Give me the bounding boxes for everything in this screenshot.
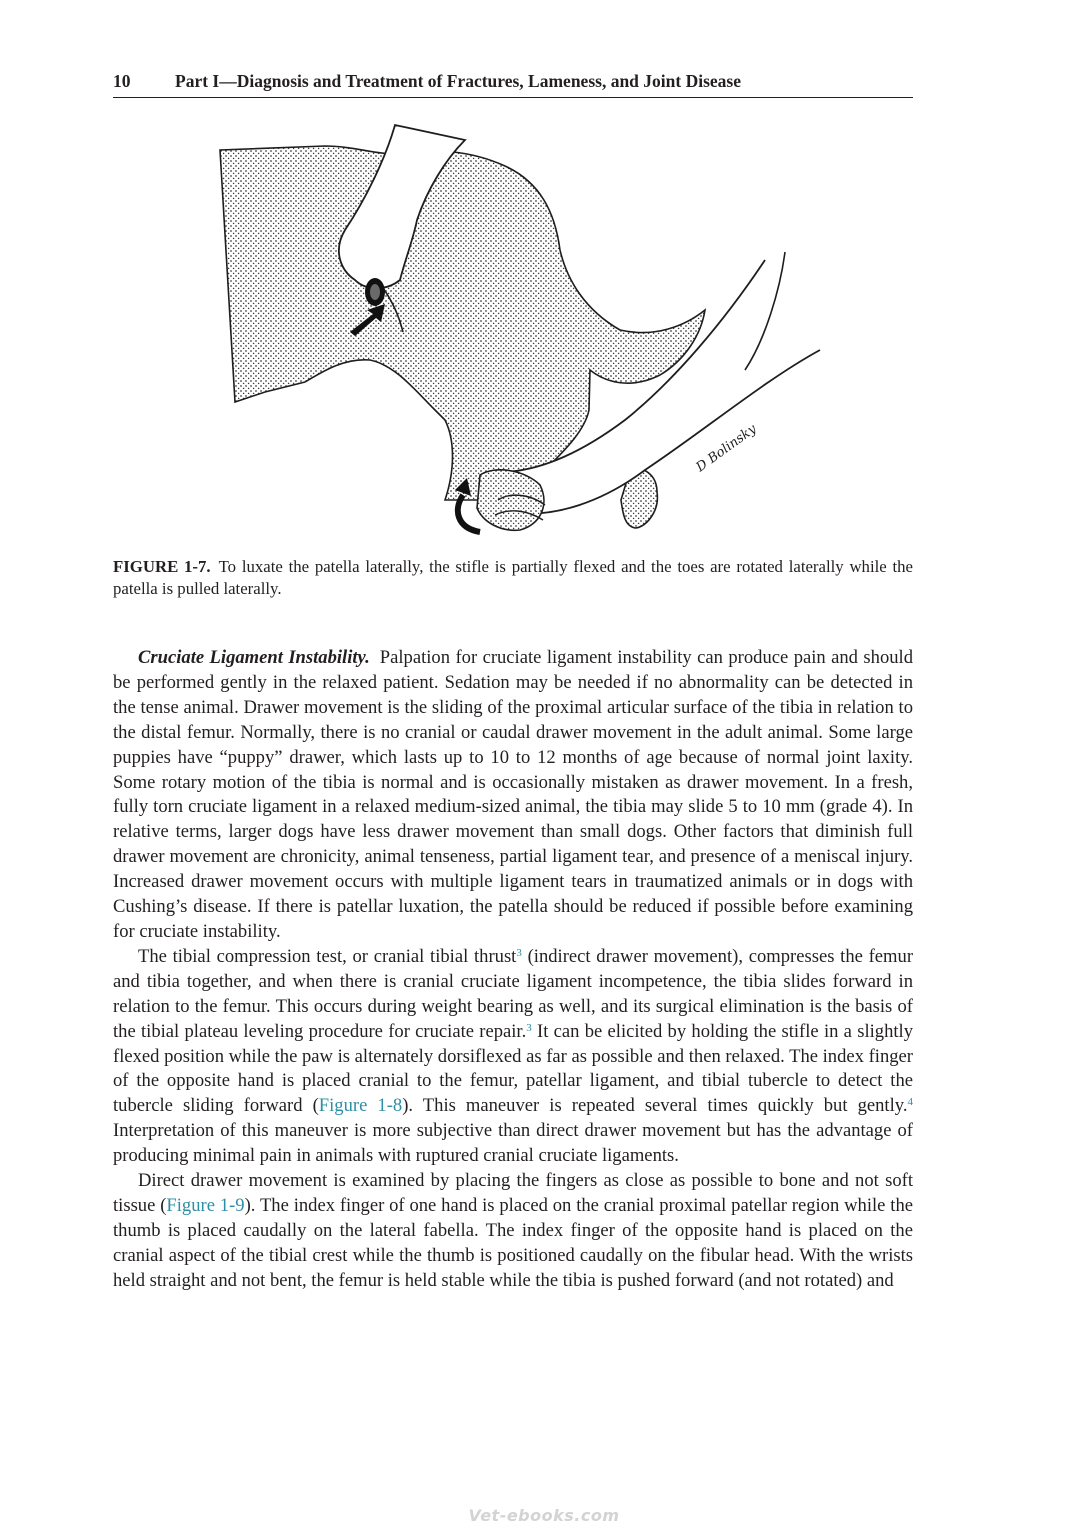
paragraph-text: It can be elicited by holding the stifle in a slightly flexed position while the paw is alternately dorsiflexed as far as possible and then relaxed. The index finger of the opposite hand is placed cranial to the femur, patellar ligament, and tibial tubercle to detect the tubercle sliding forward ( bbox=[113, 1020, 913, 1117]
caption-text: To luxate the patella laterally, the stifle is partially flexed and the toes are rotated laterally while the patella is pulled laterally. bbox=[113, 557, 913, 598]
citation-ref[interactable]: 3 bbox=[526, 1021, 532, 1034]
paragraph-text: ). The index finger of one hand is placed on the cranial proximal patellar region while the thumb is placed caudally on the lateral fabella. The index finger of the opposite hand is placed on the cranial aspect of the tibial crest while the thumb is positioned caudally on the fibular head. With the wrists held straight and not bent, the femur is held stable while the tibia is pushed forward (and not rotated) and bbox=[113, 1194, 913, 1291]
paragraph-text: The tibial compression test, or cranial tibial thrust bbox=[138, 945, 517, 967]
section-run-in-heading: Cruciate Ligament Instability. bbox=[138, 647, 370, 668]
watermark: Vet-ebooks.com bbox=[468, 1506, 620, 1525]
paragraph-tibial-compression bbox=[113, 945, 913, 1169]
figure-illustration bbox=[205, 120, 835, 550]
paragraph-cruciate-instability bbox=[113, 646, 913, 945]
dog-stifle-drawing bbox=[205, 120, 835, 550]
paragraph-text: ). This maneuver is repeated several times quickly but gently. bbox=[402, 1095, 908, 1117]
page-number: 10 bbox=[113, 71, 131, 91]
figure-caption bbox=[113, 556, 913, 600]
running-title: Part I—Diagnosis and Treatment of Fractures, Lameness, and Joint Disease bbox=[175, 71, 741, 91]
paragraph-direct-drawer bbox=[113, 1169, 913, 1294]
figure-link-1-8[interactable]: Figure 1-8 bbox=[318, 1095, 403, 1117]
figure-link-1-9[interactable]: Figure 1-9 bbox=[166, 1194, 245, 1216]
paragraph-text: (indirect drawer movement), compresses the femur and tibia together, and when there is cranial cruciate ligament incompetence, the tibia slides forward in relation to the femur. This occurs during weight bearing as well, and its surgical elimination is the basis of the tibial plateau leveling procedure for cruciate repair. bbox=[113, 945, 914, 1042]
paragraph-text: Direct drawer movement is examined by placing the fingers as close as possible to bone and not soft tissue ( bbox=[113, 1170, 913, 1216]
paragraph-text: Interpretation of this maneuver is more subjective than direct drawer movement but has the advantage of producing minimal pain in animals with ruptured cranial cruciate ligaments. bbox=[113, 1120, 913, 1167]
running-head bbox=[113, 68, 913, 98]
figure-label: FIGURE 1-7. bbox=[113, 557, 211, 576]
body-text bbox=[113, 646, 913, 1294]
paragraph-text: Palpation for cruciate ligament instability can produce pain and should be performed gently in the relaxed patient. Sedation may be needed if no abnormality can be detected in the tense animal. Drawer movement is the sliding of the proximal articular surface of the tibia in relation to the distal femur. Normally, there is no cranial or caudal drawer movement in the adult animal. Some large puppies have “puppy” drawer, which lasts up to 10 to 12 months of age because of normal joint laxity. Some rotary motion of the tibia is normal and is occasionally mistaken as drawer movement. In a fresh, fully torn cruciate ligament in a relaxed medium-sized animal, the tibia may slide 5 to 10 mm (grade 4). In relative terms, larger dogs have less drawer movement than small dogs. Other factors that diminish full drawer movement are chronicity, animal tenseness, partial ligament tear, and presence of a meniscal injury. Increased drawer movement occurs with multiple ligament tears in traumatized animals or in dogs with Cushing’s disease. If there is patellar luxation, the patella should be reduced if possible before examining for cruciate instability. bbox=[113, 647, 914, 942]
illustrator-signature: D Bolinsky bbox=[693, 421, 760, 476]
citation-ref[interactable]: 4 bbox=[907, 1096, 913, 1109]
citation-ref[interactable]: 3 bbox=[516, 946, 522, 959]
